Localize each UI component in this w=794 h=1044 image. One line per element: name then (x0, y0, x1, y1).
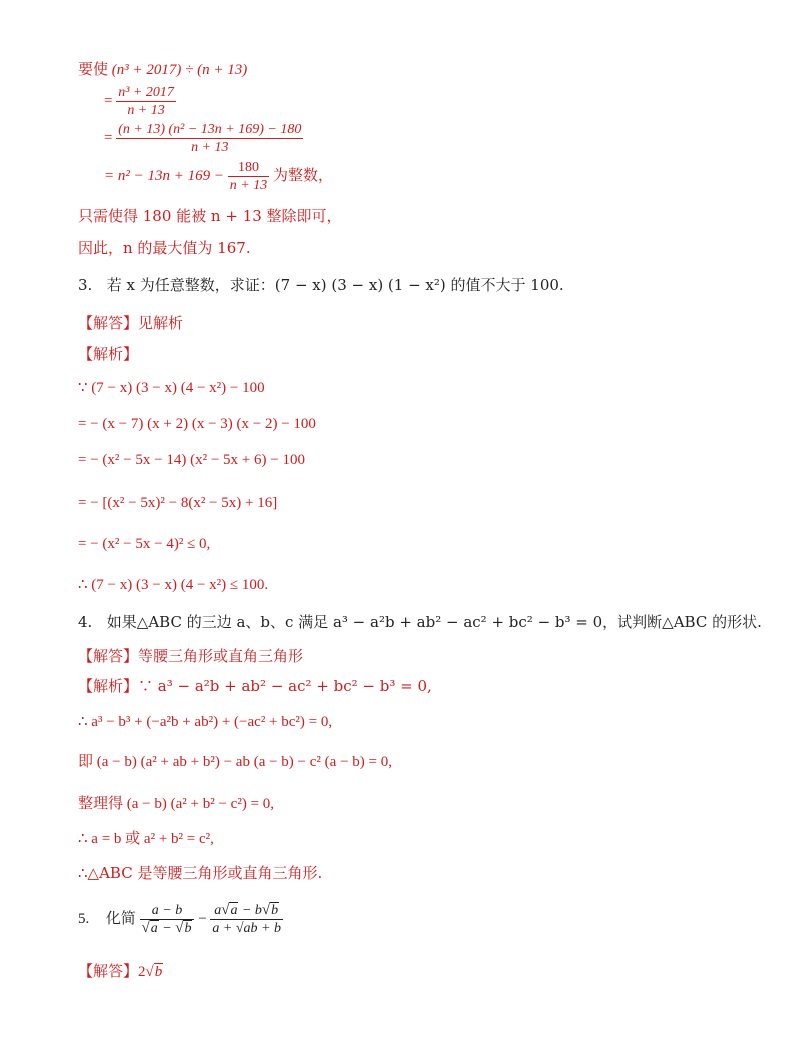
q4-step: ∴ a³ − b³ + (−a²b + ab²) + (−ac² + bc²) = 0, (78, 714, 333, 730)
q5-lead: 化简 (105, 910, 136, 927)
block1-line3-fraction: $\frac{\text{(n + 13) (n² − 13n + 169) − 180}}{n + 13}$ (118, 122, 302, 155)
q5-fraction-1: $\frac{a - b}{√a - √b}$ (140, 902, 195, 937)
q3-step: ∴ (7 − x) (3 − x) (4 − x²) ≤ 100. (78, 577, 269, 593)
q4-text: 如果△ABC 的三边 a、b、c 满足 a³ − a²b + ab² − ac² + bc² − b³ = 0，试判断△ABC 的形状. (106, 613, 762, 631)
q5-question: 5. 化简 $\frac{a - b}{√a - √b}$ − $\frac{a√a - b√b}{a + √ab + b}$ (78, 902, 281, 936)
block1-line4: = n² − 13n + 169 − $\frac{180}{n + 13}$ 为整数， (104, 160, 333, 193)
block1-line5: 只需使得 180 能被 n + 13 整除即可， (78, 207, 342, 225)
q5-answer: 【解答】2√b (78, 964, 163, 980)
block1-line2: = $\frac{\text{n³ + 2017}}{n + 13}$ (104, 85, 174, 118)
q4-number: 4. (78, 613, 93, 631)
q4-question (78, 612, 762, 632)
q3-number: 3. (78, 276, 93, 294)
q5-answer-radicand: b (154, 964, 163, 980)
q3-step: = − (x − 7) (x + 2) (x − 3) (x − 2) − 100 (78, 416, 316, 432)
q3-analysis-label: 【解析】 (78, 345, 139, 363)
q3-answer: 【解答】见解析 (78, 314, 184, 332)
q4-answer: 【解答】等腰三角形或直角三角形 (78, 647, 304, 665)
block1-line1 (78, 60, 247, 80)
q3-step: = − [(x² − 5x)² − 8(x² − 5x) + 16] (78, 495, 278, 511)
q3-question (78, 275, 564, 295)
block1-line2-fraction: $\frac{\text{n³ + 2017}}{n + 13}$ (118, 85, 174, 118)
block1-lead: 要使 (78, 62, 109, 78)
q3-text: 若 x 为任意整数，求证：(7 − x) (3 − x) (1 − x²) 的值不大于 100. (106, 276, 564, 294)
q3-step: = − (x² − 5x − 14) (x² − 5x + 6) − 100 (78, 452, 305, 468)
q4-step: ∴ a = b 或 a² + b² = c², (78, 831, 214, 847)
q3-step: = − (x² − 5x − 4)² ≤ 0, (78, 536, 211, 552)
block1-line3: = $\frac{\text{(n + 13) (n² − 13n + 169) − 180}}{n + 13}$ (104, 122, 302, 155)
block1-line1-expr: (n³ + 2017) ÷ (n + 13) (111, 62, 248, 78)
q4-step: ∴△ABC 是等腰三角形或直角三角形. (78, 864, 323, 882)
q3-step: ∵ (7 − x) (3 − x) (4 − x²) − 100 (78, 380, 265, 396)
q5-number: 5. (78, 910, 90, 927)
q4-step: 整理得 (a − b) (a² + b² − c²) = 0, (78, 796, 275, 812)
q4-analysis: 【解析】∵ a³ − a²b + ab² − ac² + bc² − b³ = 0, (78, 677, 432, 695)
q5-fraction-2: $\frac{a√a - b√b}{a + √ab + b}$ (212, 902, 281, 936)
block1-line6: 因此，n 的最大值为 167. (78, 239, 251, 257)
q4-step: 即 (a − b) (a² + ab + b²) − ab (a − b) − c² (a − b) = 0, (78, 754, 392, 770)
q5-answer-label: 【解答】2 (78, 964, 146, 980)
block1-line4-fraction: $\frac{180}{n + 13}$ (229, 160, 268, 193)
